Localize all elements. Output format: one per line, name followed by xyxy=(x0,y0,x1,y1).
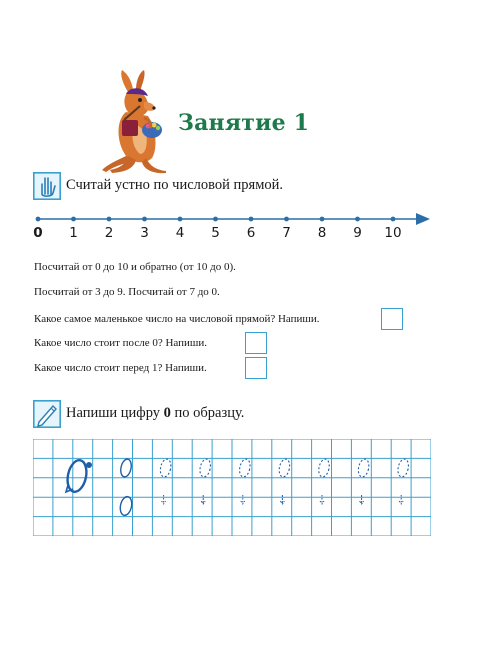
number-line-label: 9 xyxy=(353,225,362,241)
row2-sample-zero xyxy=(119,496,134,517)
number-line-tick xyxy=(71,217,76,222)
trace-zero xyxy=(198,458,212,478)
number-line-label: 5 xyxy=(211,225,220,241)
trace-start-mark xyxy=(162,495,166,504)
trace-zero xyxy=(396,458,410,478)
number-line-tick xyxy=(249,217,254,222)
trace-start-mark xyxy=(241,495,245,504)
number-line-label: 3 xyxy=(140,225,149,241)
trace-start-mark xyxy=(280,495,284,504)
trace-zero xyxy=(278,458,292,478)
sample-zero xyxy=(65,458,92,493)
task-line-3: Какое самое маленькое число на числовой прямой? Напиши. xyxy=(34,313,320,325)
task-line-4: Какое число стоит после 0? Напиши. xyxy=(34,337,208,349)
trace-start-mark xyxy=(201,495,205,504)
lesson-title: Занятие 1 xyxy=(178,110,310,136)
number-line-tick xyxy=(142,217,147,222)
number-line-label: 2 xyxy=(104,225,114,241)
number-line-label: 0 xyxy=(33,225,43,241)
number-line-tick xyxy=(320,217,325,222)
number-line-tick xyxy=(284,217,289,222)
answer-box-after-zero[interactable] xyxy=(245,332,267,354)
number-line-tick xyxy=(391,217,396,222)
trace-start-mark xyxy=(320,495,324,504)
trace-zero xyxy=(119,458,133,478)
hand-fingers-icon xyxy=(33,172,61,200)
trace-zero xyxy=(238,458,252,478)
number-line-label: 10 xyxy=(384,225,402,241)
kangaroo-illustration xyxy=(100,68,172,174)
pencil-paper-icon xyxy=(33,400,61,428)
number-line-label: 6 xyxy=(246,225,256,241)
number-line xyxy=(30,211,432,229)
number-line-tick xyxy=(355,217,360,222)
number-line-tick xyxy=(36,217,41,222)
number-line-label: 7 xyxy=(282,225,291,241)
task-line-5: Какое число стоит перед 1? Напиши. xyxy=(34,362,207,374)
trace-zero xyxy=(159,458,173,478)
number-line-tick xyxy=(107,217,112,222)
section1-instruction: Считай устно по числовой прямой. xyxy=(66,177,284,193)
number-line-label: 8 xyxy=(317,225,327,241)
trace-start-mark xyxy=(360,495,364,504)
trace-start-mark xyxy=(399,495,403,504)
number-line-tick xyxy=(213,217,218,222)
answer-box-smallest[interactable] xyxy=(381,308,403,330)
answer-box-before-one[interactable] xyxy=(245,357,267,379)
writing-grid xyxy=(33,439,431,536)
section2-instruction xyxy=(66,405,244,422)
instruction-digit: 0 xyxy=(163,405,171,421)
trace-zero xyxy=(357,458,371,478)
instruction-text-after: по образцу. xyxy=(170,405,245,421)
trace-zero xyxy=(317,458,331,478)
task-line-1: Посчитай от 0 до 10 и обратно (от 10 до 0). xyxy=(34,261,236,273)
instruction-text-before: Напиши цифру xyxy=(66,405,164,421)
number-line-label: 1 xyxy=(69,225,78,241)
number-line-label: 4 xyxy=(175,225,185,241)
number-line-tick xyxy=(178,217,183,222)
task-line-2: Посчитай от 3 до 9. Посчитай от 7 до 0. xyxy=(34,286,220,298)
